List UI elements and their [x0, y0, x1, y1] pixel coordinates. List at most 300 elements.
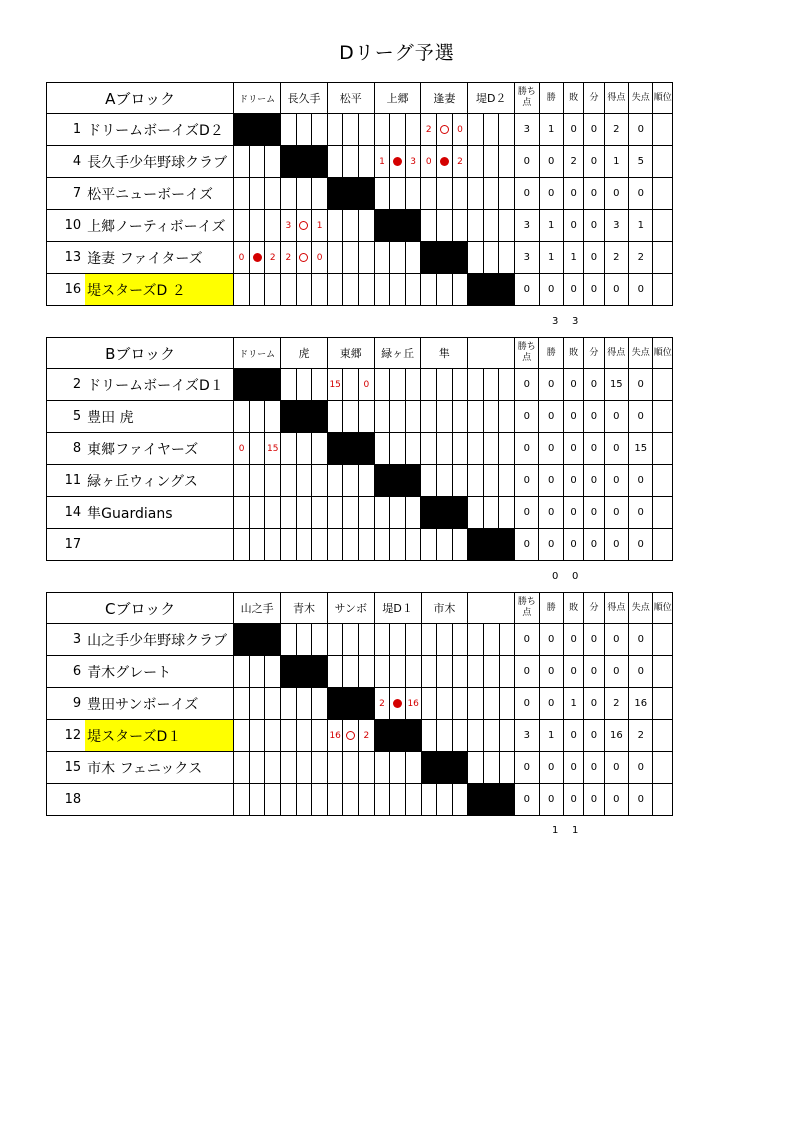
result-mark [390, 688, 406, 720]
score-against [405, 656, 421, 688]
score-for [281, 274, 297, 306]
stat-header: 敗 [563, 338, 583, 369]
opponent-column-header: 緑ヶ丘 [374, 338, 421, 369]
score-against [359, 497, 375, 529]
score-against [312, 624, 328, 656]
team-name [85, 529, 234, 561]
stat-value: 0 [604, 752, 628, 784]
score-against [405, 624, 421, 656]
score-for [281, 369, 297, 401]
team-name: 隼Guardians [85, 497, 234, 529]
opponent-column-header: 堤D２ [468, 83, 515, 114]
stat-value [653, 401, 673, 433]
opponent-column-header: 長久手 [281, 83, 328, 114]
stat-header: 順位 [653, 83, 673, 114]
stat-value [653, 720, 673, 752]
stat-value: 0 [604, 784, 628, 816]
score-for [327, 752, 343, 784]
score-for [421, 178, 437, 210]
team-row [47, 752, 673, 784]
score-for [374, 369, 390, 401]
stat-value: 0 [604, 624, 628, 656]
win-circle-icon [299, 253, 308, 262]
self-match-cell [234, 114, 281, 146]
result-mark [437, 624, 453, 656]
stat-value: 0 [515, 656, 539, 688]
result-mark [296, 465, 312, 497]
loss-dot-icon [440, 157, 449, 166]
stat-value [653, 784, 673, 816]
score-against [452, 210, 468, 242]
result-mark [437, 688, 453, 720]
team-name: 東郷ファイヤーズ [85, 433, 234, 465]
score-for [234, 688, 250, 720]
stat-value: 2 [563, 146, 583, 178]
score-against [312, 529, 328, 561]
stat-value [653, 529, 673, 561]
opponent-column-header: 虎 [281, 338, 328, 369]
score-against [405, 784, 421, 816]
score-against [452, 656, 468, 688]
score-against: 3 [405, 146, 421, 178]
score-against [452, 369, 468, 401]
result-mark [390, 529, 406, 561]
score-for [468, 497, 484, 529]
result-mark [343, 146, 359, 178]
stat-value: 1 [539, 242, 563, 274]
team-number: 5 [47, 401, 86, 433]
score-against [405, 529, 421, 561]
stat-value: 0 [629, 752, 653, 784]
result-mark [437, 146, 453, 178]
block-table [46, 592, 673, 816]
result-mark [249, 688, 265, 720]
stat-value: 0 [539, 752, 563, 784]
stat-value: 0 [515, 401, 539, 433]
opponent-column-header: 堤D１ [374, 593, 421, 624]
score-against [499, 752, 515, 784]
result-mark [343, 369, 359, 401]
score-for [468, 242, 484, 274]
result-mark [296, 752, 312, 784]
score-against [405, 114, 421, 146]
block-footer-total: 0 [572, 571, 579, 582]
stat-value: 0 [584, 752, 604, 784]
score-for [327, 529, 343, 561]
result-mark [296, 114, 312, 146]
result-mark [390, 146, 406, 178]
self-match-cell [421, 752, 468, 784]
self-match-cell [374, 465, 421, 497]
stat-value: 0 [563, 210, 583, 242]
score-for [374, 752, 390, 784]
stat-value: 0 [539, 529, 563, 561]
stat-value: 0 [604, 178, 628, 210]
score-against [452, 401, 468, 433]
stat-value: 0 [584, 656, 604, 688]
stat-header: 失点 [629, 83, 653, 114]
score-for: 0 [234, 242, 250, 274]
stat-value: 0 [539, 656, 563, 688]
stat-value: 0 [563, 624, 583, 656]
score-against [312, 465, 328, 497]
team-name: ドリームボーイズD２ [85, 114, 234, 146]
loss-dot-icon [253, 253, 262, 262]
score-for [421, 720, 437, 752]
score-for [234, 146, 250, 178]
stat-value: 3 [515, 210, 539, 242]
score-against [405, 369, 421, 401]
stat-value: 15 [629, 433, 653, 465]
result-mark [343, 752, 359, 784]
result-mark [437, 784, 453, 816]
score-for [421, 274, 437, 306]
team-row [47, 178, 673, 210]
score-for [281, 465, 297, 497]
result-mark [390, 784, 406, 816]
score-for [468, 369, 484, 401]
score-against [359, 242, 375, 274]
result-mark [249, 465, 265, 497]
score-for [468, 656, 484, 688]
team-row [47, 497, 673, 529]
stat-value: 2 [604, 688, 628, 720]
score-against [265, 210, 281, 242]
score-against [499, 465, 515, 497]
stat-value: 2 [629, 242, 653, 274]
stat-value: 15 [604, 369, 628, 401]
result-mark [483, 401, 499, 433]
score-against [359, 146, 375, 178]
stat-value: 0 [584, 210, 604, 242]
result-mark [483, 146, 499, 178]
result-mark [343, 784, 359, 816]
stat-value: 0 [539, 784, 563, 816]
result-mark [343, 529, 359, 561]
opponent-column-header: サンボ [327, 593, 374, 624]
self-match-cell [281, 146, 328, 178]
score-for [234, 401, 250, 433]
score-against [499, 369, 515, 401]
team-row [47, 465, 673, 497]
score-for [468, 688, 484, 720]
result-mark [390, 401, 406, 433]
score-for [327, 497, 343, 529]
score-for [374, 401, 390, 433]
score-for [327, 624, 343, 656]
score-against [499, 656, 515, 688]
stat-value: 0 [584, 784, 604, 816]
block-title: Bブロック [47, 338, 234, 369]
self-match-cell [421, 242, 468, 274]
score-against [452, 688, 468, 720]
team-name: 青木グレート [85, 656, 234, 688]
score-against [265, 529, 281, 561]
score-for [421, 369, 437, 401]
result-mark [249, 146, 265, 178]
score-against [312, 274, 328, 306]
team-number: 11 [47, 465, 86, 497]
score-for [468, 433, 484, 465]
stat-header: 失点 [629, 338, 653, 369]
team-name: 豊田サンボーイズ [85, 688, 234, 720]
score-for: 2 [281, 242, 297, 274]
stat-header: 勝ち点 [515, 83, 539, 114]
result-mark [296, 784, 312, 816]
result-mark [483, 433, 499, 465]
score-against [499, 178, 515, 210]
result-mark [249, 178, 265, 210]
team-number: 17 [47, 529, 86, 561]
score-against [265, 465, 281, 497]
result-mark [343, 274, 359, 306]
score-against [312, 688, 328, 720]
stat-value: 0 [515, 497, 539, 529]
score-for [327, 401, 343, 433]
result-mark [390, 433, 406, 465]
team-number: 4 [47, 146, 86, 178]
stat-value: 0 [563, 529, 583, 561]
score-against [405, 752, 421, 784]
score-for: 3 [281, 210, 297, 242]
result-mark [249, 529, 265, 561]
result-mark [437, 114, 453, 146]
score-against [265, 274, 281, 306]
self-match-cell [374, 720, 421, 752]
stat-header: 勝ち点 [515, 338, 539, 369]
stat-value: 1 [539, 210, 563, 242]
score-against [312, 497, 328, 529]
team-number: 13 [47, 242, 86, 274]
team-number: 14 [47, 497, 86, 529]
score-for [281, 720, 297, 752]
score-for [468, 401, 484, 433]
team-name: 堤スターズD１ [85, 720, 234, 752]
stat-value: 0 [584, 465, 604, 497]
score-against [499, 242, 515, 274]
result-mark [390, 274, 406, 306]
score-for [468, 465, 484, 497]
self-match-cell [468, 784, 515, 816]
score-for [421, 624, 437, 656]
stat-value: 0 [604, 274, 628, 306]
stat-value: 0 [604, 497, 628, 529]
opponent-column-header: ドリーム [234, 338, 281, 369]
score-for: 2 [421, 114, 437, 146]
result-mark [249, 433, 265, 465]
stat-value: 0 [515, 178, 539, 210]
score-against [359, 210, 375, 242]
score-against: 0 [452, 114, 468, 146]
score-against [499, 210, 515, 242]
score-for [421, 656, 437, 688]
result-mark [296, 624, 312, 656]
result-mark [483, 497, 499, 529]
score-against: 0 [359, 369, 375, 401]
team-number: 15 [47, 752, 86, 784]
stat-value: 0 [584, 529, 604, 561]
score-against [452, 624, 468, 656]
stat-value: 0 [515, 529, 539, 561]
team-name: 上郷ノーティボーイズ [85, 210, 234, 242]
score-for [281, 688, 297, 720]
score-for: 1 [374, 146, 390, 178]
stat-value [653, 146, 673, 178]
team-row [47, 688, 673, 720]
score-against [359, 784, 375, 816]
stat-header: 失点 [629, 593, 653, 624]
team-name: 堤スターズD ２ [85, 274, 234, 306]
score-against [499, 720, 515, 752]
stat-value: 3 [515, 114, 539, 146]
result-mark [483, 178, 499, 210]
stat-value: 0 [515, 624, 539, 656]
stat-value: 0 [584, 624, 604, 656]
stat-value: 0 [515, 369, 539, 401]
score-for [374, 656, 390, 688]
result-mark [483, 369, 499, 401]
score-for [234, 178, 250, 210]
block-header-row [47, 83, 673, 114]
stat-value [653, 178, 673, 210]
stat-value: 0 [563, 178, 583, 210]
score-against: 15 [265, 433, 281, 465]
stat-header: 勝ち点 [515, 593, 539, 624]
stat-value [653, 242, 673, 274]
stat-value: 0 [539, 274, 563, 306]
result-mark [249, 210, 265, 242]
score-against [265, 401, 281, 433]
team-row [47, 656, 673, 688]
stat-value: 0 [604, 433, 628, 465]
team-number: 8 [47, 433, 86, 465]
page-title: Dリーグ予選 [339, 42, 455, 64]
opponent-column-header: ドリーム [234, 83, 281, 114]
score-against [452, 433, 468, 465]
result-mark [296, 274, 312, 306]
score-for [281, 114, 297, 146]
stat-header: 得点 [604, 338, 628, 369]
stat-value: 5 [629, 146, 653, 178]
score-for [327, 465, 343, 497]
stat-value: 0 [515, 433, 539, 465]
result-mark [343, 656, 359, 688]
team-row [47, 401, 673, 433]
score-against [452, 274, 468, 306]
team-number: 2 [47, 369, 86, 401]
result-mark [390, 369, 406, 401]
team-name: 逢妻 ファイターズ [85, 242, 234, 274]
result-mark [483, 210, 499, 242]
stat-value: 0 [563, 369, 583, 401]
result-mark [437, 178, 453, 210]
team-number: 3 [47, 624, 86, 656]
score-for [421, 210, 437, 242]
stat-value: 3 [604, 210, 628, 242]
result-mark [249, 784, 265, 816]
stat-value [653, 752, 673, 784]
score-against: 0 [312, 242, 328, 274]
result-mark [343, 465, 359, 497]
opponent-column-header: 山之手 [234, 593, 281, 624]
stat-value: 0 [563, 752, 583, 784]
score-for [468, 752, 484, 784]
team-number: 7 [47, 178, 86, 210]
stat-value [653, 433, 673, 465]
result-mark [343, 210, 359, 242]
result-mark [249, 656, 265, 688]
stat-value: 0 [563, 465, 583, 497]
stat-value: 16 [629, 688, 653, 720]
result-mark [437, 369, 453, 401]
stat-value: 0 [539, 178, 563, 210]
stat-value: 1 [539, 114, 563, 146]
team-row [47, 433, 673, 465]
result-mark [296, 369, 312, 401]
score-against [499, 433, 515, 465]
block-header-row [47, 593, 673, 624]
score-for [327, 784, 343, 816]
stat-value: 2 [604, 242, 628, 274]
score-for [421, 529, 437, 561]
result-mark [483, 114, 499, 146]
result-mark [343, 624, 359, 656]
score-for [327, 146, 343, 178]
score-against [405, 433, 421, 465]
stat-value: 0 [563, 497, 583, 529]
score-for [468, 624, 484, 656]
score-against [312, 720, 328, 752]
team-number: 16 [47, 274, 86, 306]
score-against [312, 178, 328, 210]
result-mark [483, 688, 499, 720]
self-match-cell [281, 401, 328, 433]
stat-value: 0 [539, 146, 563, 178]
stat-value: 0 [539, 433, 563, 465]
score-against [265, 656, 281, 688]
stat-value: 0 [584, 369, 604, 401]
stat-header: 順位 [653, 338, 673, 369]
result-mark [296, 242, 312, 274]
score-against [359, 752, 375, 784]
result-mark [390, 114, 406, 146]
stat-value: 0 [515, 146, 539, 178]
team-row [47, 146, 673, 178]
stat-value: 0 [604, 465, 628, 497]
score-against [405, 497, 421, 529]
opponent-column-header: 松平 [327, 83, 374, 114]
stat-value: 0 [629, 114, 653, 146]
score-for [234, 497, 250, 529]
loss-dot-icon [393, 699, 402, 708]
team-name: 松平ニューボーイズ [85, 178, 234, 210]
opponent-column-header: 青木 [281, 593, 328, 624]
stat-value: 0 [515, 274, 539, 306]
block-footer-total: 0 [552, 571, 559, 582]
block-table [46, 337, 673, 561]
stat-value: 0 [584, 497, 604, 529]
result-mark [437, 433, 453, 465]
stat-value: 3 [515, 720, 539, 752]
score-against [359, 656, 375, 688]
stat-value: 0 [629, 465, 653, 497]
score-for [281, 497, 297, 529]
result-mark [296, 178, 312, 210]
opponent-column-header: 隼 [421, 338, 468, 369]
stat-value: 0 [584, 720, 604, 752]
score-for [234, 784, 250, 816]
stat-value: 0 [584, 178, 604, 210]
